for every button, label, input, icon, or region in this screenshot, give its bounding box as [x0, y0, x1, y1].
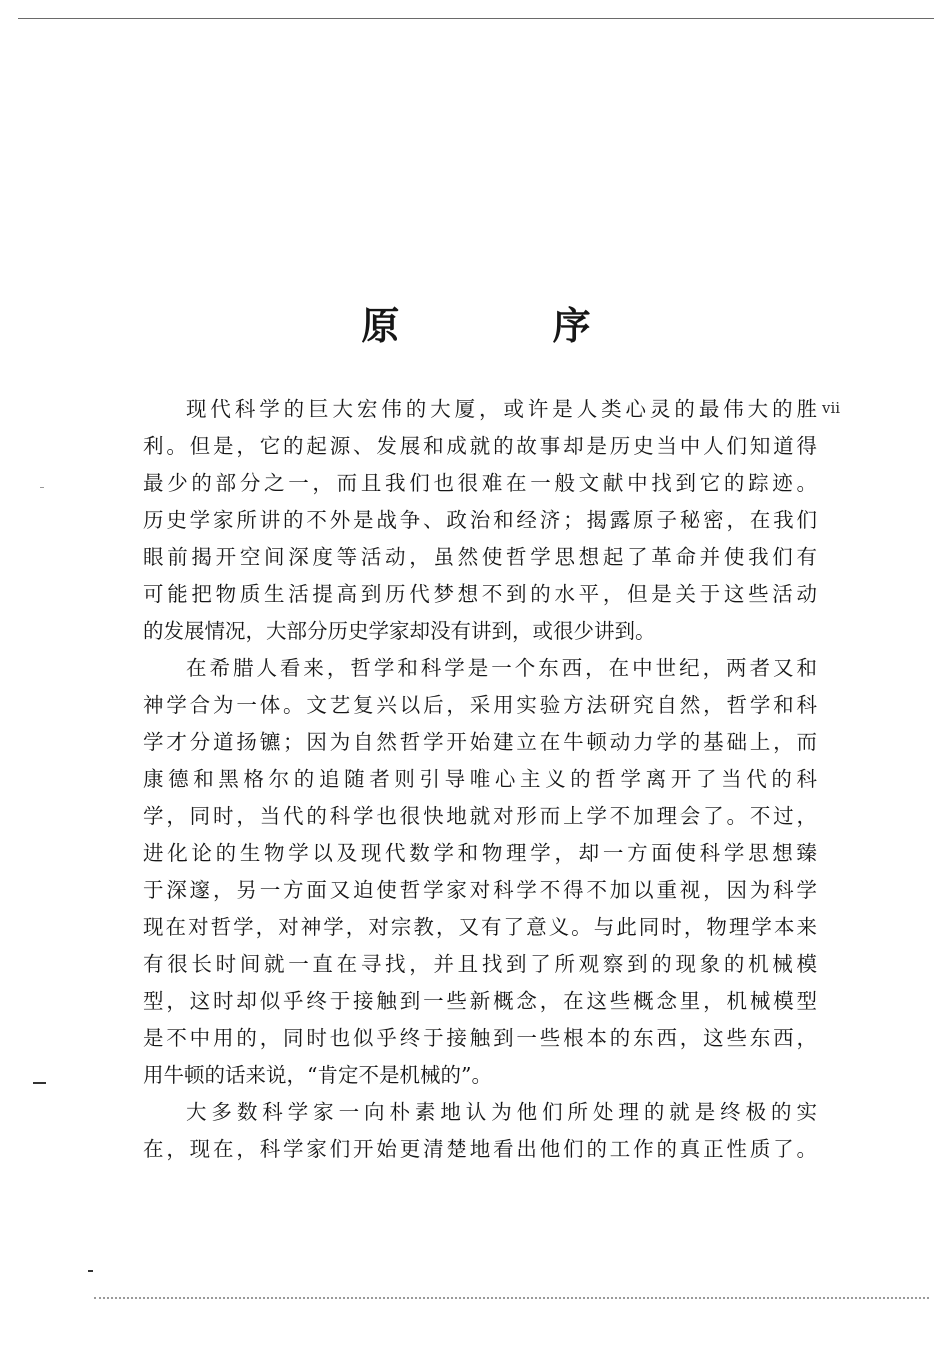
paragraph-1-line-7: 的发展情况，大部分历史学家却没有讲到，或很少讲到。 [143, 619, 656, 643]
margin-mark-bottom-left [88, 1270, 93, 1272]
paragraph-2-line-11: 是不中用的，同时也似乎终于接触到一些根本的东西，这些东西， [143, 1026, 817, 1050]
paragraph-2-line-2: 神学合为一体。文艺复兴以后，采用实验方法研究自然，哲学和科 [143, 693, 817, 717]
paragraph-1-line-4: 历史学家所讲的不外是战争、政治和经济；揭露原子秘密，在我们 [143, 508, 817, 532]
body-text [143, 391, 817, 1168]
margin-mark-left-upper [40, 487, 44, 488]
paragraph-2-line-1: 在希腊人看来，哲学和科学是一个东西，在中世纪，两者又和 [186, 656, 817, 680]
paragraph-1-line-6: 可能把物质生活提高到历代梦想不到的水平，但是关于这些活动 [143, 582, 817, 606]
paragraph-2-line-6: 进化论的生物学以及现代数学和物理学，却一方面使科学思想臻 [143, 841, 817, 865]
paragraph-2-line-9: 有很长时间就一直在寻找，并且找到了所观察到的现象的机械模 [143, 952, 817, 976]
paragraph-1-line-2: 利。但是，它的起源、发展和成就的故事却是历史当中人们知道得 [143, 434, 817, 458]
paragraph-1-line-5: 眼前揭开空间深度等活动，虽然使哲学思想起了革命并使我们有 [143, 545, 817, 569]
paragraph-2-line-5: 学，同时，当代的科学也很快地就对形而上学不加理会了。不过， [143, 804, 817, 828]
paragraph-2-line-3: 学才分道扬镳；因为自然哲学开始建立在牛顿动力学的基础上，而 [143, 730, 817, 754]
paragraph-2-line-7: 于深邃，另一方面又迫使哲学家对科学不得不加以重视，因为科学 [143, 878, 817, 902]
page-number: vii [822, 399, 841, 417]
paragraph-2-line-12: 用牛顿的话来说，“肯定不是机械的”。 [143, 1063, 492, 1087]
top-rule [18, 18, 934, 19]
paragraph-1-line-3: 最少的部分之一，而且我们也很难在一般文献中找到它的踪迹。 [143, 471, 817, 495]
paragraph-2-line-4: 康德和黑格尔的追随者则引导唯心主义的哲学离开了当代的科 [143, 767, 817, 791]
bottom-dotted-rule [94, 1297, 929, 1299]
paragraph-2-line-10: 型，这时却似乎终于接触到一些新概念，在这些概念里，机械模型 [143, 989, 817, 1013]
paragraph-3-line-2: 在，现在，科学家们开始更清楚地看出他们的工作的真正性质了。 [143, 1137, 817, 1161]
page-title: 原 序 [361, 303, 661, 348]
margin-mark-left [33, 1082, 46, 1084]
paragraph-1-line-1: 现代科学的巨大宏伟的大厦，或许是人类心灵的最伟大的胜 [186, 397, 817, 421]
paragraph-3-line-1: 大多数科学家一向朴素地认为他们所处理的就是终极的实 [186, 1100, 817, 1124]
paragraph-2-line-8: 现在对哲学，对神学，对宗教，又有了意义。与此同时，物理学本来 [143, 915, 817, 939]
